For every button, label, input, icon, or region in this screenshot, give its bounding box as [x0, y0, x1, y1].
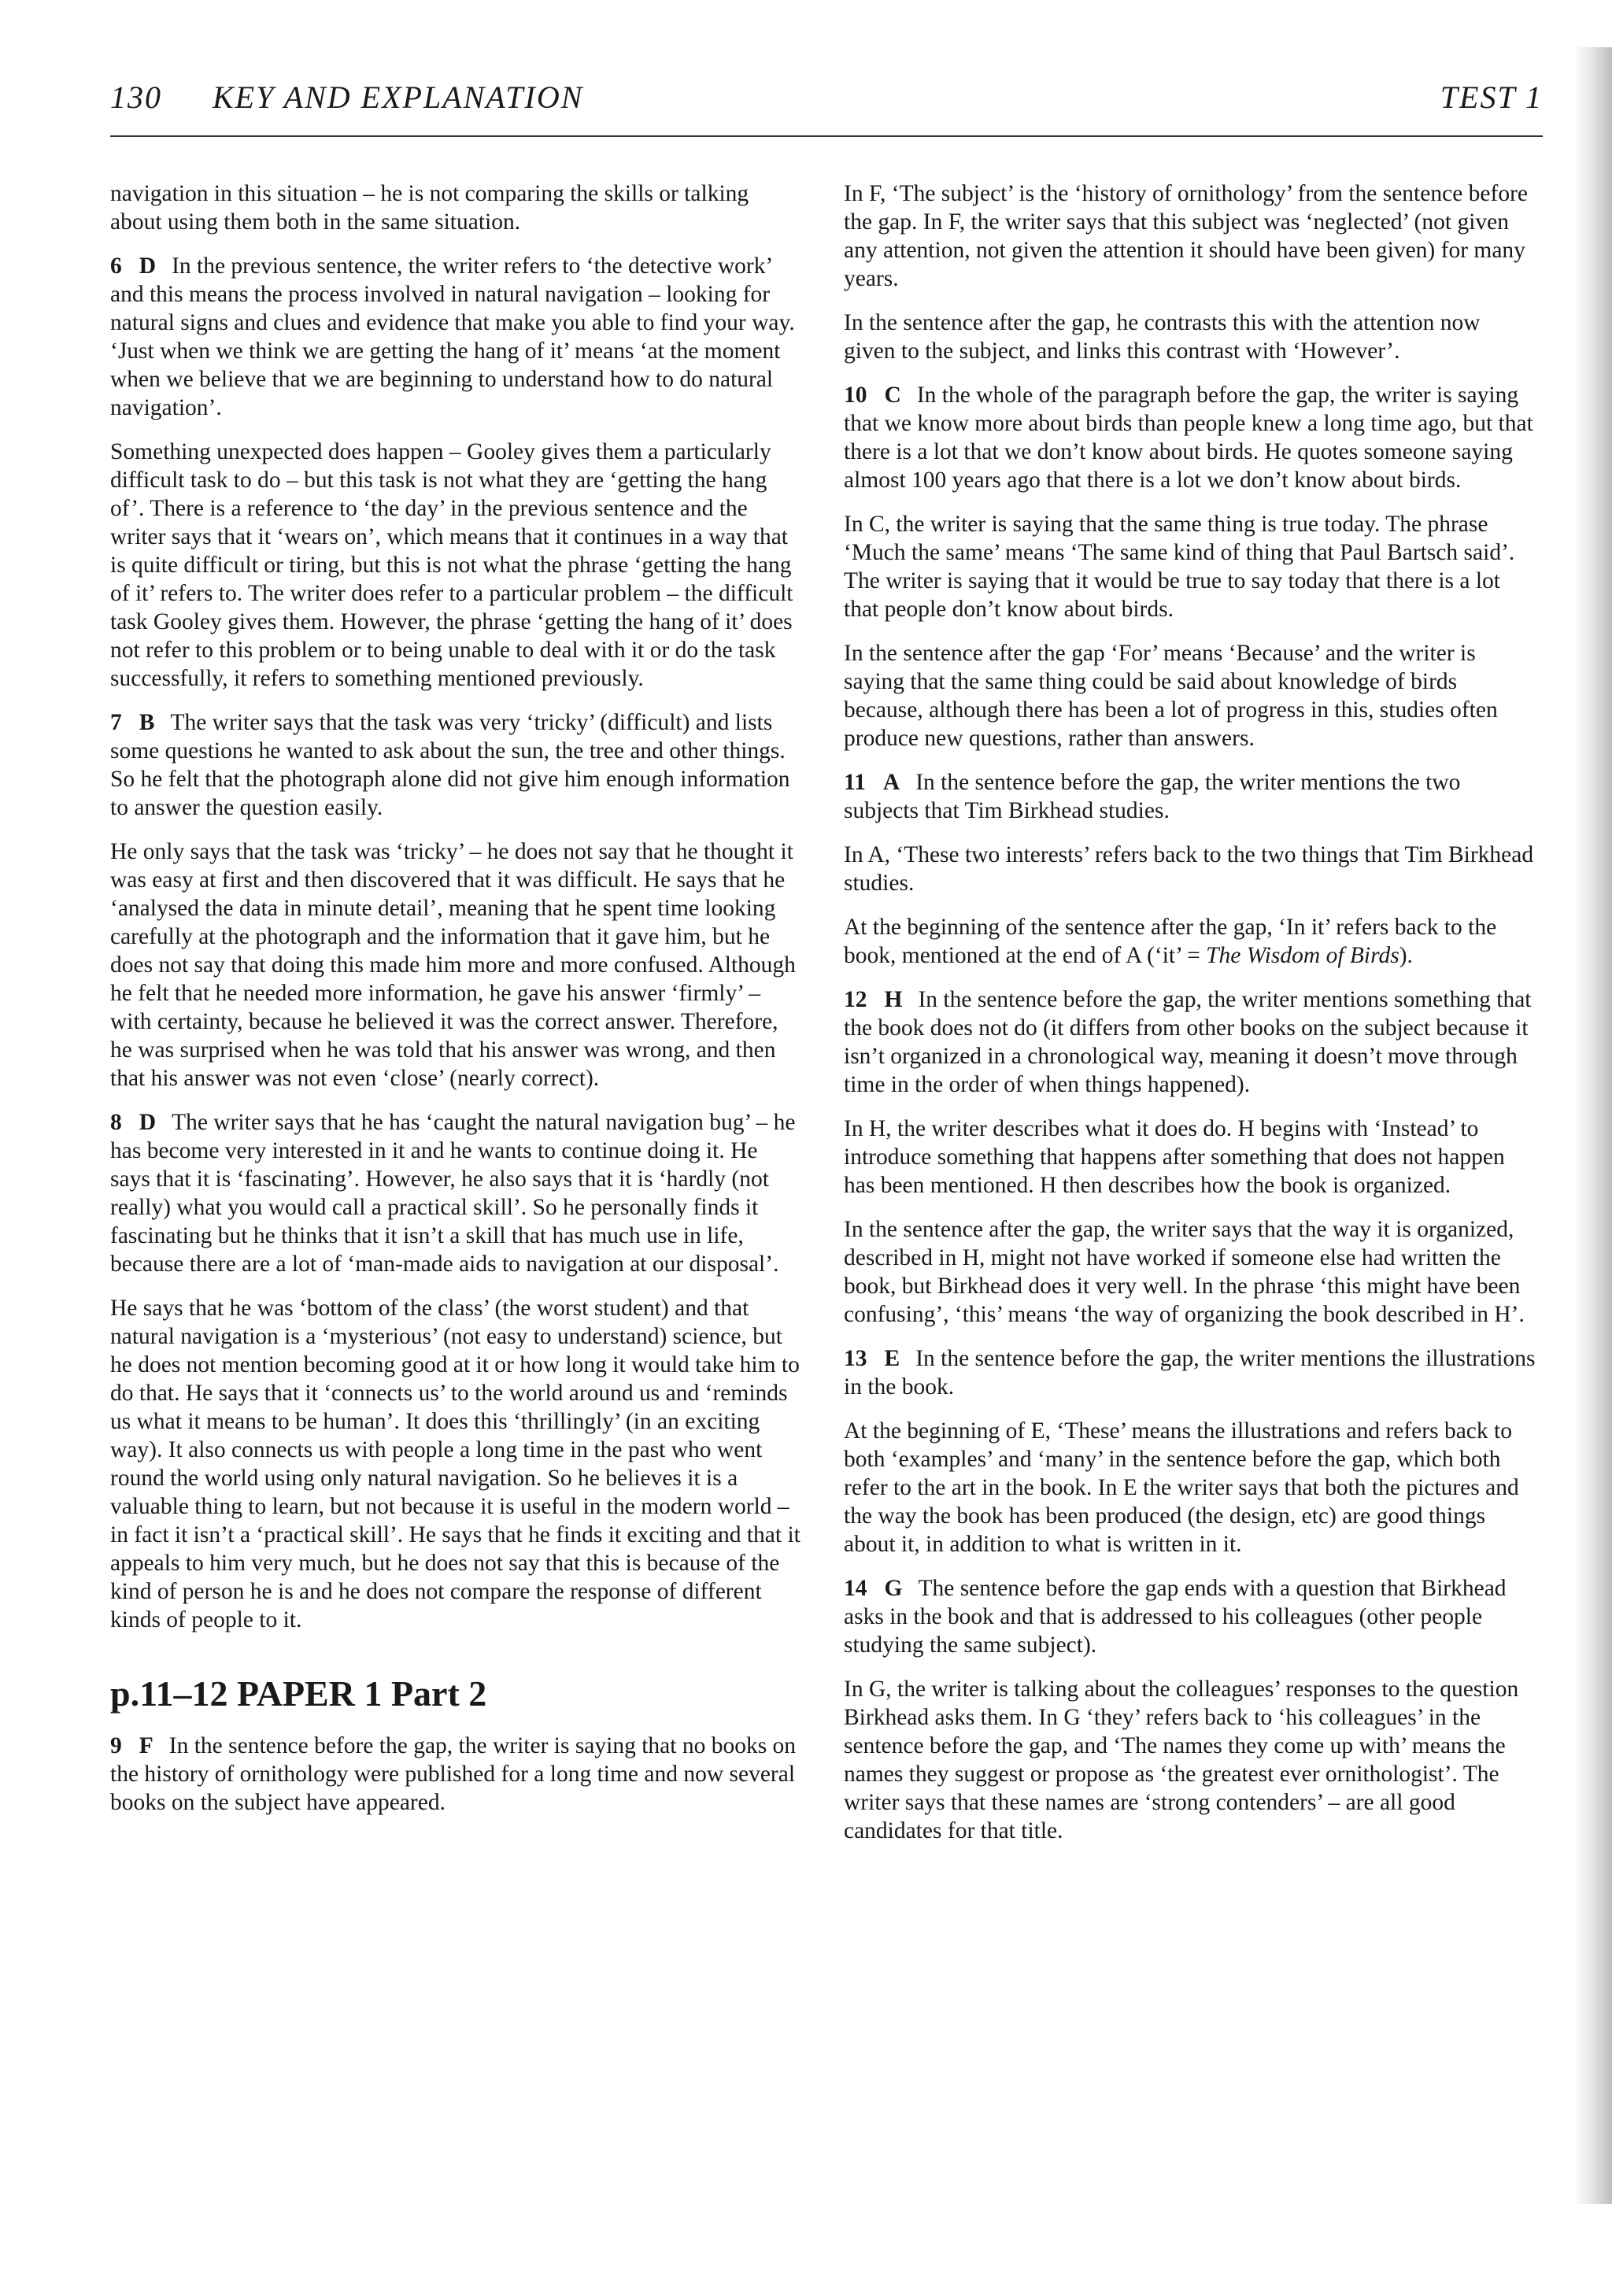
- paragraph: In H, the writer describes what it does do. H begins with ‘Instead’ to introduce something that happens after something that does not happen has been mentioned. H then describes how the book is organized.: [844, 1116, 1505, 1198]
- question-number: 14: [844, 1576, 867, 1601]
- paragraph-text: ).: [1399, 943, 1413, 968]
- explanation-text: The writer says that the task was very ‘tricky’ (difficult) and lists some questions he wanted to ask about the sun, the tree and other things. So he felt that the photograph alone did not give him enough information to answer the question easily.: [110, 710, 790, 820]
- book-title: The Wisdom of Birds: [1206, 943, 1399, 968]
- page-header: [110, 79, 1543, 126]
- answer-10: [844, 381, 1536, 494]
- answer-letter: B: [139, 710, 155, 735]
- question-number: 9: [110, 1733, 122, 1758]
- section-heading: p.11–12 PAPER 1 Part 2: [110, 1673, 487, 1714]
- paragraph: In F, ‘The subject’ is the ‘history of ornithology’ from the sentence before the gap. In F, the writer says that this subject was ‘neglected’ (not given any attention, not given the attention it should have been given) for many years.: [844, 181, 1528, 291]
- question-number: 10: [844, 383, 867, 408]
- answer-letter: A: [882, 770, 900, 795]
- paragraph: [844, 913, 1536, 970]
- answer-letter: H: [884, 987, 903, 1012]
- answer-9: [110, 1732, 803, 1817]
- left-column: [110, 179, 803, 1832]
- paragraph: At the beginning of E, ‘These’ means the illustrations and refers back to both ‘examples’ and ‘many’ in the sentence before the gap, which both refer to the art in the book. In E the writer says that both the pictures and the way the book has been produced (the design, etc) are good things about it, in addition to what is written in it.: [844, 1418, 1519, 1557]
- answer-11: [844, 768, 1536, 825]
- answer-8: [110, 1108, 803, 1278]
- answer-6: [110, 252, 803, 422]
- answer-letter: E: [884, 1346, 900, 1371]
- explanation-text: In the sentence before the gap, the writer is saying that no books on the history of ornithology were published for a long time and now several books on the subject have appeared.: [110, 1733, 797, 1815]
- question-number: 8: [110, 1110, 122, 1135]
- answer-letter: D: [139, 253, 157, 279]
- answer-14: [844, 1574, 1536, 1659]
- paragraph: In G, the writer is talking about the colleagues’ responses to the question Birkhead asks them. In G ‘they’ refers back to ‘his colleagues’ in the sentence before the gap, and ‘The names they come up with’ means the names they suggest or propose as ‘the greatest ever ornithologist’. The writer says that these names are ‘strong contenders’ – are all good candidates for that title.: [844, 1677, 1519, 1843]
- paragraph: In A, ‘These two interests’ refers back to the two things that Tim Birkhead studies.: [844, 842, 1534, 896]
- page-number: 130: [110, 79, 162, 115]
- question-number: 13: [844, 1346, 867, 1371]
- answer-letter: F: [139, 1733, 153, 1758]
- explanation-text: In the sentence before the gap, the writer mentions the two subjects that Tim Birkhead studies.: [844, 770, 1461, 823]
- paragraph: Something unexpected does happen – Gooley gives them a particularly difficult task to do – but this task is not what they are ‘getting the hang of’. There is a reference to ‘the day’ in the previous sentence and the writer says that it ‘wears on’, which means that it continues in a way that is quite difficult or tiring, but this is not what the phrase ‘getting the hang of it’ refers to. The writer does refer to a particular problem – the difficult task Gooley gives them. However, the phrase ‘getting the hang of it’ does not refer to this problem or to being unable to deal with it or do the task successfully, it refers to something mentioned previously.: [110, 439, 793, 691]
- answer-letter: C: [884, 383, 901, 408]
- running-title: KEY AND EXPLANATION: [213, 79, 584, 115]
- answer-13: [844, 1344, 1536, 1401]
- answer-letter: D: [139, 1110, 157, 1135]
- question-number: 11: [844, 770, 866, 795]
- paragraph: In the sentence after the gap, the writer says that the way it is organized, described in H, might not have worked if someone else had written the book, but Birkhead does it very well. In the phrase ‘this might have been confusing’, ‘this’ means ‘the way of organizing the book described in H’.: [844, 1217, 1525, 1327]
- paragraph: In C, the writer is saying that the same thing is true today. The phrase ‘Much the same’ means ‘The same kind of thing that Paul Bartsch said’. The writer is saying that it would be true to say today that there is a lot that people don’t know about birds.: [844, 512, 1515, 622]
- answer-7: [110, 708, 803, 822]
- page-edge-shadow: [1574, 47, 1612, 2204]
- explanation-text: The sentence before the gap ends with a question that Birkhead asks in the book and that is addressed to his colleagues (other people studying the same subject).: [844, 1576, 1507, 1658]
- explanation-text: In the sentence before the gap, the writer mentions something that the book does not do (it differs from other books on the subject because it isn’t organized in a chronological way, meaning it doesn’t move through time in the order of when things happened).: [844, 987, 1532, 1097]
- paragraph: In the sentence after the gap ‘For’ means ‘Because’ and the writer is saying that the same thing could be said about knowledge of birds because, although there has been a lot of progress in this, studies often produce new questions, rather than answers.: [844, 641, 1498, 751]
- explanation-text: The writer says that he has ‘caught the natural navigation bug’ – he has become very interested in it and he wants to continue doing it. He says that it is ‘fascinating’. However, he also says that it is ‘hardly (not really) what you would call a practical skill’. So he personally finds it fascinating but he thinks that it isn’t a skill that has much use in life, because there are a lot of ‘man-made aids to navigation at our disposal’.: [110, 1110, 796, 1277]
- answer-letter: G: [884, 1576, 903, 1601]
- explanation-text: In the previous sentence, the writer refers to ‘the detective work’ and this means the process involved in natural navigation – looking for natural signs and clues and evidence that make you able to find your way. ‘Just when we think we are getting the hang of it’ means ‘at the moment when we believe that we are beginning to understand how to do natural navigation’.: [110, 253, 795, 420]
- explanation-text: In the sentence before the gap, the writer mentions the illustrations in the book.: [844, 1346, 1536, 1399]
- paragraph: He only says that the task was ‘tricky’ – he does not say that he thought it was easy at first and then discovered that it was difficult. He says that he ‘analysed the data in minute detail’, meaning that he spent time looking carefully at the photograph and the information that it gave him, but he does not say that doing this made him more and more confused. Although he felt that he needed more information, he gave his answer ‘firmly’ – with certainty, because he believed it was the correct answer. Therefore, he was surprised when he was told that his answer was wrong, and then that his answer was not even ‘close’ (nearly correct).: [110, 839, 796, 1091]
- test-label: TEST 1: [1440, 79, 1543, 115]
- question-number: 6: [110, 253, 122, 279]
- header-rule: [110, 135, 1543, 137]
- explanation-text: In the whole of the paragraph before the gap, the writer is saying that we know more about birds than people knew a long time ago, but that there is a lot that we don’t know about birds. He quotes someone saying almost 100 years ago that there is a lot we don’t know about birds.: [844, 383, 1533, 493]
- paragraph-text: At the beginning of the sentence after the gap, ‘In it’ refers back to the book, mentioned at the end of A (‘it’ =: [844, 915, 1497, 968]
- paragraph: In the sentence after the gap, he contrasts this with the attention now given to the subject, and links this contrast with ‘However’.: [844, 310, 1481, 364]
- answer-12: [844, 985, 1536, 1099]
- question-number: 12: [844, 987, 867, 1012]
- question-number: 7: [110, 710, 122, 735]
- paragraph: navigation in this situation – he is not comparing the skills or talking about using them both in the same situation.: [110, 181, 749, 235]
- paragraph: He says that he was ‘bottom of the class’ (the worst student) and that natural navigation is a ‘mysterious’ (not easy to understand) science, but he does not mention becoming good at it or how long it would take him to do that. He says that it ‘connects us’ to the world around us and ‘reminds us what it means to be human’. It does this ‘thrillingly’ (in an exciting way). It also connects us with people a long time in the past who went round the world using only natural navigation. So he believes it is a valuable thing to learn, but not because it is useful in the modern world – in fact it isn’t a ‘practical skill’. He says that he finds it exciting and that it appeals to him very much, but he does not say that this is because of the kind of person he is and he does not compare the response of different kinds of people to it.: [110, 1296, 800, 1632]
- right-column: [844, 179, 1536, 1861]
